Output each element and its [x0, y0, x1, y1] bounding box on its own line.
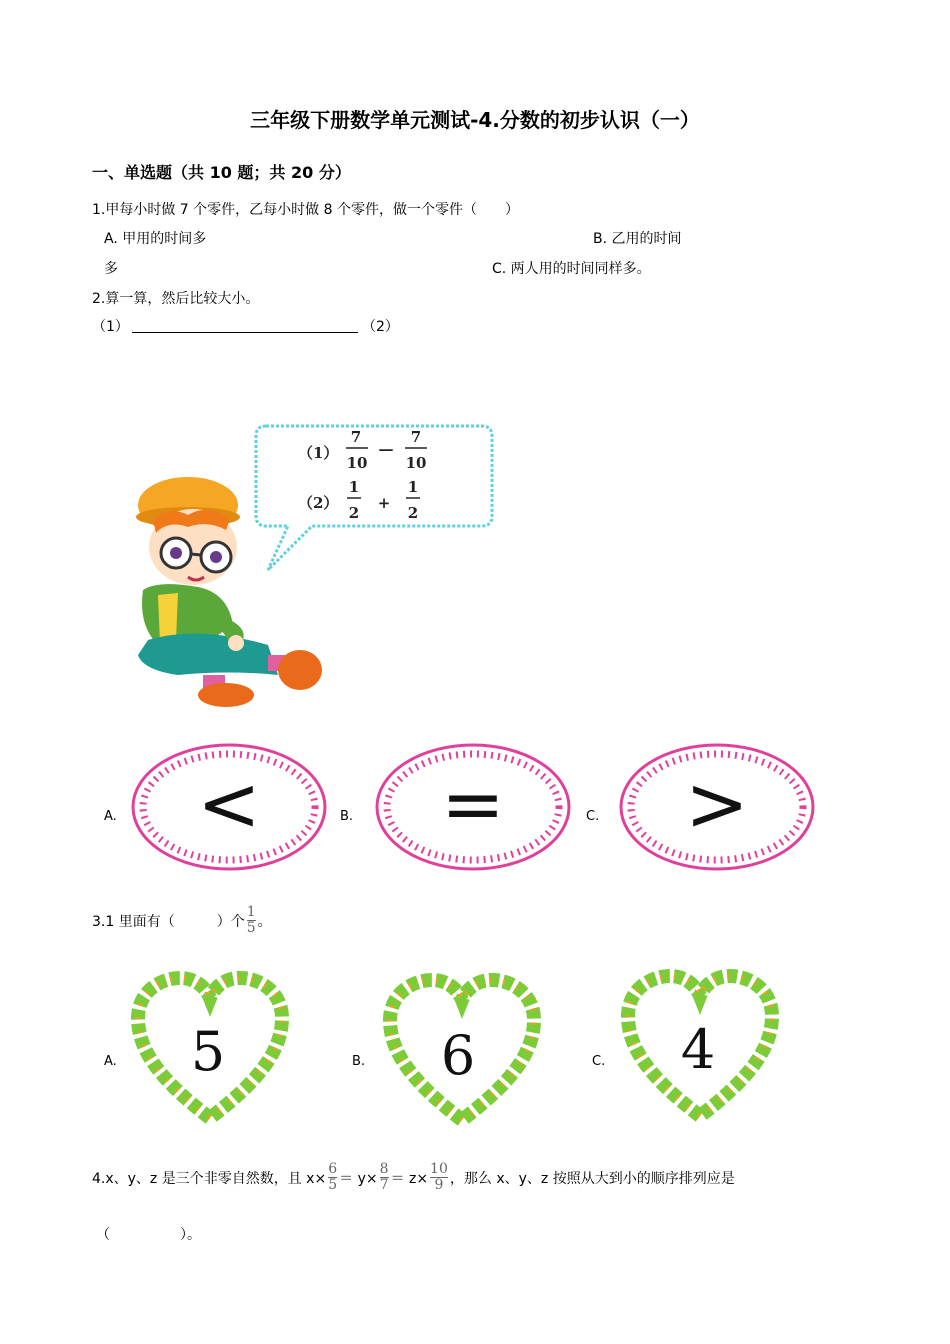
q2-option-b-symbol: = [441, 759, 505, 848]
bubble-op2: + [377, 494, 391, 512]
q3-option-b-heart[interactable] [382, 972, 542, 1132]
q3-option-a-heart[interactable] [130, 970, 290, 1130]
q2-option-b-label[interactable]: B. [340, 809, 354, 824]
q4-f2-den: 7 [379, 1177, 389, 1193]
q4-f1-den: 5 [328, 1177, 338, 1193]
q3-option-a-label[interactable]: A. [104, 1054, 117, 1069]
q2-sub1: （1） [92, 319, 129, 335]
q2-stem: 2.算一算，然后比较大小。 [92, 291, 260, 307]
q1-option-a[interactable]: A. 甲用的时间多 [104, 231, 207, 247]
q4-f1-num: 6 [328, 1161, 338, 1177]
q4-f3-num: 10 [430, 1161, 448, 1177]
q2-option-a-label[interactable]: A. [104, 809, 117, 824]
q3-option-b-value: 6 [440, 1024, 476, 1087]
q1-option-c[interactable]: C. 两人用的时间同样多。 [492, 261, 651, 277]
q3-fraction-den: 5 [246, 920, 256, 936]
q4-fraction-1 [328, 1162, 337, 1193]
bubble-frac1-den: 10 [346, 454, 368, 472]
q3-option-c-heart[interactable] [620, 968, 780, 1128]
bubble-frac3-den: 2 [348, 504, 360, 522]
q3-stem [92, 905, 272, 936]
bubble-frac3-num: 1 [348, 478, 360, 496]
cartoon-boy-illustration [118, 475, 328, 715]
q4-f2-num: 8 [379, 1161, 389, 1177]
bubble-frac2-den: 10 [405, 454, 427, 472]
q3-stem-pre: 3.1 里面有（ ）个 [92, 913, 245, 930]
q2-option-a-ellipse[interactable] [128, 740, 330, 874]
q4-fraction-3 [430, 1162, 448, 1193]
q2-answer-line[interactable] [132, 332, 358, 333]
q2-option-b-ellipse[interactable] [372, 740, 574, 874]
q3-stem-post: 。 [257, 913, 272, 930]
q4-eq2: ＝ z× [390, 1170, 429, 1187]
bubble-frac4-den: 2 [407, 504, 419, 522]
q2-option-c-symbol: > [685, 759, 749, 848]
q4-f3-den: 9 [434, 1177, 444, 1193]
q2-sub2: （2） [362, 319, 399, 335]
bubble-frac1-num: 7 [350, 428, 362, 446]
q3-option-b-label[interactable]: B. [352, 1054, 366, 1069]
q4-eq1: ＝ y× [339, 1170, 378, 1187]
q4-stem-post: ，那么 x、y、z 按照从大到小的顺序排列应是 [449, 1170, 735, 1187]
bubble-line1-label: （1） [298, 444, 339, 462]
q1-option-b[interactable]: B. 乙用的时间 [593, 231, 682, 247]
q3-fraction [247, 905, 256, 936]
q1-stem: 1.甲每小时做 7 个零件，乙每小时做 8 个零件，做一个零件（ ） [92, 202, 519, 218]
q1-option-b-wrap: 多 [104, 261, 118, 277]
bubble-op1: — [378, 440, 394, 458]
q2-option-c-label[interactable]: C. [586, 809, 600, 824]
q3-option-a-value: 5 [190, 1020, 226, 1083]
bubble-frac2-num: 7 [410, 428, 422, 446]
q4-fraction-2 [380, 1162, 389, 1193]
q4-answer-blank[interactable]: （ ）。 [96, 1227, 201, 1243]
q4-stem-pre: 4.x、y、z 是三个非零自然数，且 x× [92, 1170, 327, 1187]
q3-fraction-num: 1 [246, 904, 256, 920]
q3-option-c-label[interactable]: C. [592, 1054, 606, 1069]
section-heading: 一、单选题（共 10 题；共 20 分） [92, 163, 351, 182]
q3-option-c-value: 4 [680, 1018, 716, 1081]
page-title: 三年级下册数学单元测试-4.分数的初步认识（一） [250, 108, 700, 132]
q2-option-c-ellipse[interactable] [616, 740, 818, 874]
bubble-frac4-num: 1 [407, 478, 419, 496]
q4-stem [92, 1162, 735, 1193]
bubble-line2-label: （2） [298, 494, 339, 512]
q2-option-a-symbol: < [197, 759, 261, 848]
